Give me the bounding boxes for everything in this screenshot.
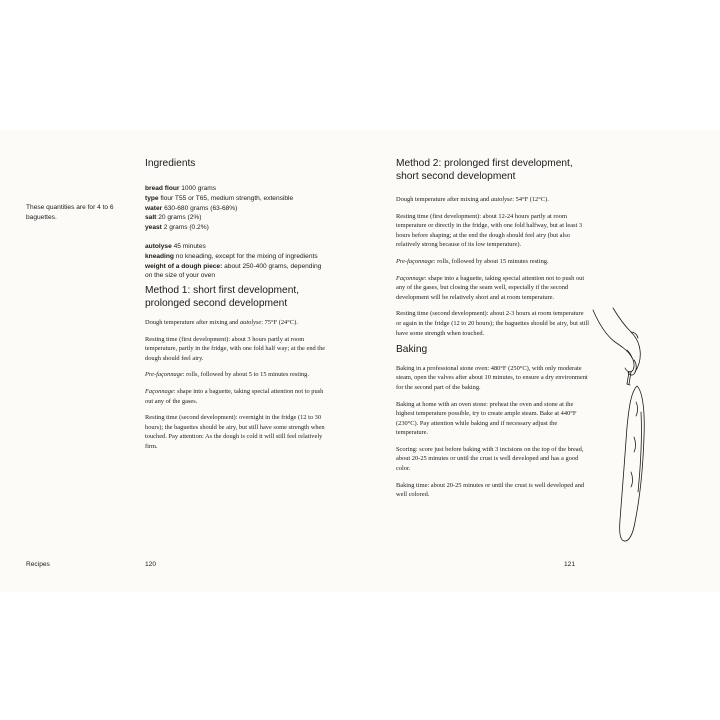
method1-temperature: Dough temperature after mixing and autolyse: 75°F (24°C). [145,319,298,326]
method1-prefaconnage: Pre-façonnage: rolls, followed by about 5 to 15 minutes resting. [145,371,309,379]
baking-heading: Baking [396,344,428,356]
baking-professional: Baking in a professional stone oven: 480°F (250°C), with only moderate steam, open the valves after about 10 minutes, to ensure a dry environment for the second part of the baking. [396,364,588,391]
baking-home: Baking at home with an oven stone: preheat the oven and stone at the highest temperature possible, try to create ample steam. Bake at 440°F (230°C). Pay attention while baking and if necessary adjust the temperature. [396,400,577,437]
ingredient-line: salt 20 grams (2%) [145,214,202,222]
method1-heading: Method 1: short first development, prolonged second development [145,285,300,309]
ingredient-line: kneading no kneading, except for the mixing of ingredients [145,252,318,260]
ingredient-line: water 630-680 grams (63-68%) [145,204,238,212]
method2-prefaconnage: Pre-façonnage: rolls, followed by about 15 minutes resting. [396,257,549,265]
method2-heading: Method 2: prolonged first development, short second development [396,158,573,182]
method2-second-development: Resting time (second development): about 2-3 hours at room temperature or again in the fridge (12 to 20 hours); the baguettes should be airy, but still have some strength when touched. [396,310,590,337]
method1-body [145,318,327,459]
method2-temperature: Dough temperature after mixing and autolyse: 54°F (12°C). [396,196,549,203]
method1-faconnage: Façonnage: shape into a baguette, taking special attention not to push out any of the gases. [145,387,324,405]
ingredients-list [145,184,335,281]
baking-time: Baking time: about 20-25 minutes or until the crust is well developed and well colored. [396,481,585,499]
method1-second-development: Resting time (second development): overnight in the fridge (12 to 30 hours); the baguettes should be airy, but still have some strength when touched. Pay attention: As the dough is cold it will still feel relatively firm. [145,414,325,450]
method2-body [396,195,590,507]
footer-section-label: Recipes [26,561,50,568]
ingredient-line: autolyse 45 minutes [145,242,206,250]
ingredient-line: yeast 2 grams (0.2%) [145,224,209,232]
hand-scoring-baguette-illustration [585,302,655,552]
method2-first-development: Resting time (first development): about 12-24 hours partly at room temperature or directly in the fridge, with one fold halfway, but at least 3 hours before shaping; at the end the dough should feel airy (but also relatively strong because of its low temperature). [396,212,583,249]
ingredient-line: type flour T55 or T65, medium strength, extensible [145,194,294,202]
method2-faconnage: Façonnage: shape into a baguette, taking special attention not to push out any of the gases, but closing the seam well, especially if the second development will be relatively short and at room temperature. [396,274,585,301]
ingredients-heading: Ingredients [145,158,196,169]
page-number-left: 120 [145,561,157,568]
method1-first-development: Resting time (first development): about 3 hours partly at room temperature, partly in the fridge, with one fold half way; at the end the dough should feel airy. [145,335,326,362]
ingredient-line: bread flour 1000 grams [145,185,217,192]
ingredient-line: on the size of your oven [145,272,216,280]
page-number-right: 121 [564,561,576,568]
book-spread [0,130,720,592]
side-note: These quantities are for 4 to 6 baguettes. [26,204,114,221]
ingredient-line: weight of a dough piece: about 250-400 grams, depending [145,262,322,270]
baking-scoring: Scoring: score just before baking with 3 incisions on the top of the bread, about 20-25 minutes or until the crust is well developed and has a good color. [396,445,584,473]
